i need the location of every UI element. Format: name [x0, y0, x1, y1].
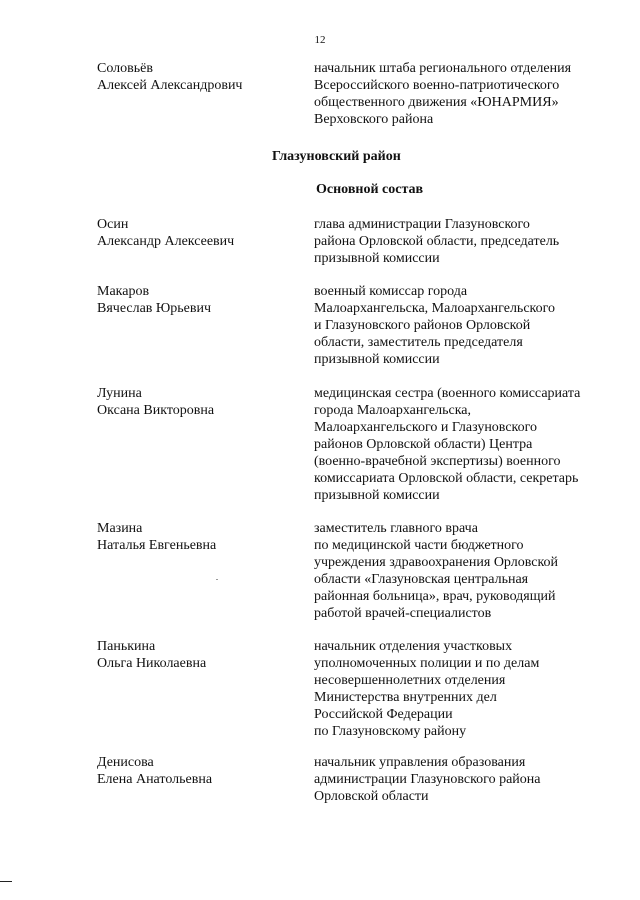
position-line: начальник штаба регионального отделения: [314, 61, 572, 76]
member-surname: Мазина: [97, 521, 143, 536]
position-line: области, заместитель председателя: [314, 335, 523, 350]
member-name: [97, 60, 297, 94]
member-name: [97, 385, 297, 419]
member-position: [314, 520, 614, 622]
member-position: [314, 385, 614, 504]
position-line: по медицинской части бюджетного: [314, 538, 524, 553]
position-line: призывной комиссии: [314, 352, 440, 367]
member-position: [314, 754, 614, 805]
position-line: и Глазуновского районов Орловской: [314, 318, 531, 333]
position-line: учреждения здравоохранения Орловской: [314, 555, 559, 570]
position-line: заместитель главного врача: [314, 521, 478, 536]
member-given-names: Вячеслав Юрьевич: [97, 301, 212, 316]
member-surname: Денисова: [97, 755, 154, 770]
member-given-names: Алексей Александрович: [97, 78, 243, 93]
position-line: Всероссийского военно-патриотического: [314, 78, 560, 93]
position-line: районная больница», врач, руководящий: [314, 589, 556, 604]
position-line: Малоархангельского и Глазуновского: [314, 420, 538, 435]
member-given-names: Наталья Евгеньевна: [97, 538, 217, 553]
position-line: начальник управления образования: [314, 755, 526, 770]
position-line: области «Глазуновская центральная: [314, 572, 529, 587]
member-position: [314, 283, 614, 368]
composition-heading: Основной состав: [316, 182, 424, 197]
page-edge-mark: [0, 881, 12, 882]
position-line: Орловской области: [314, 789, 429, 804]
member-name: [97, 638, 297, 672]
member-name: [97, 520, 297, 554]
position-line: медицинская сестра (военного комиссариата: [314, 386, 581, 401]
position-line: призывной комиссии: [314, 251, 440, 266]
position-line: общественного движения «ЮНАРМИЯ»: [314, 95, 559, 110]
member-surname: Макаров: [97, 284, 150, 299]
member-name: [97, 216, 297, 250]
position-line: работой врачей-специалистов: [314, 606, 492, 621]
member-surname: Соловьёв: [97, 61, 153, 76]
member-name: [97, 754, 297, 788]
position-line: начальник отделения участковых: [314, 639, 513, 654]
member-position: [314, 60, 614, 128]
position-line: администрации Глазуновского района: [314, 772, 541, 787]
district-heading: Глазуновский район: [272, 149, 401, 164]
position-line: Малоархангельска, Малоархангельского: [314, 301, 556, 316]
position-line: уполномоченных полиции и по делам: [314, 656, 540, 671]
member-given-names: Елена Анатольевна: [97, 772, 213, 787]
position-line: города Малоархангельска,: [314, 403, 471, 418]
page-number: 12: [314, 34, 326, 46]
position-line: несовершеннолетних отделения: [314, 673, 506, 688]
position-line: (военно-врачебной экспертизы) военного: [314, 454, 561, 469]
member-given-names: Ольга Николаевна: [97, 656, 207, 671]
member-position: [314, 216, 614, 267]
position-line: района Орловской области, председатель: [314, 234, 560, 249]
member-position: [314, 638, 614, 740]
scan-speck: [216, 579, 218, 580]
member-surname: Лунина: [97, 386, 142, 401]
position-line: комиссариата Орловской области, секретарь: [314, 471, 579, 486]
position-line: Верховского района: [314, 112, 434, 127]
member-surname: Осин: [97, 217, 129, 232]
position-line: глава администрации Глазуновского: [314, 217, 530, 232]
position-line: призывной комиссии: [314, 488, 440, 503]
position-line: Министерства внутренних дел: [314, 690, 497, 705]
member-name: [97, 283, 297, 317]
position-line: по Глазуновскому району: [314, 724, 467, 739]
member-given-names: Александр Алексеевич: [97, 234, 235, 249]
member-surname: Панькина: [97, 639, 156, 654]
position-line: военный комиссар города: [314, 284, 468, 299]
position-line: районов Орловской области) Центра: [314, 437, 533, 452]
member-given-names: Оксана Викторовна: [97, 403, 215, 418]
position-line: Российской Федерации: [314, 707, 453, 722]
